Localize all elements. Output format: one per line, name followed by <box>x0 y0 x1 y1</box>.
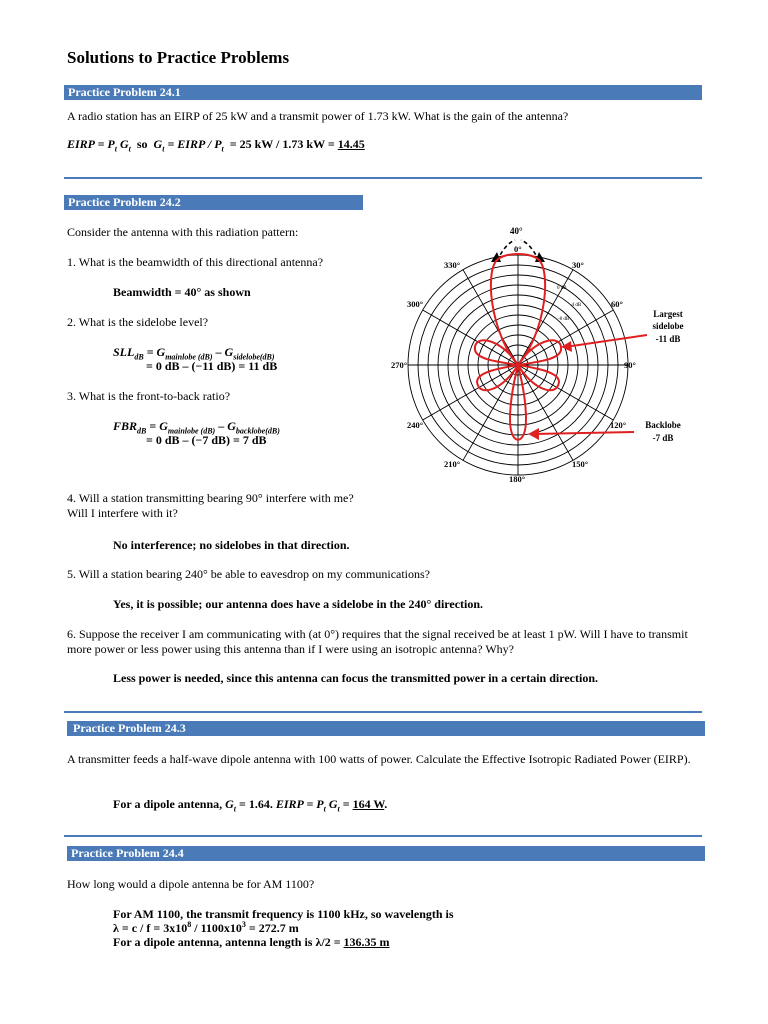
angle-label-300: 300° <box>407 299 424 309</box>
angle-label-330: 330° <box>444 260 461 270</box>
problem-24-1-answer: EIRP = $P_t$ $G_t$ so $G_t$ = EIRP / $P_t = 25$ kW / 1.73 kW = 14.45 <box>67 137 365 154</box>
problem-24-4-answer-prefix: For a dipole antenna, antenna length is λ/2 = <box>113 935 344 949</box>
problem-24-3-header: Practice Problem 24.3 <box>67 721 705 736</box>
problem-24-2-q3: 3. What is the front-to-back ratio? <box>67 389 231 403</box>
backlobe-label-line1: Backlobe <box>645 420 681 430</box>
problem-24-3-answer: For a dipole antenna, $G_t = 1.64$. EIRP = $P_t$ $G_t = 164$ W. <box>113 797 388 814</box>
problem-24-2-q5: 5. Will a station bearing 240° be able to eavesdrop on my communications? <box>67 567 431 581</box>
problem-24-3-result: 164 W <box>352 797 385 811</box>
section-divider <box>64 177 702 179</box>
ring-label-0db: 0 dB <box>557 286 567 291</box>
problem-24-2-a4: No interference; no sidelobes in that direction. <box>113 538 350 552</box>
problem-24-4-answer-line1: For AM 1100, the transmit frequency is 1100 kHz, so wavelength is <box>113 907 454 921</box>
problem-24-2-a2-line2: = 0 dB – (−11 dB) = 11 dB <box>146 359 278 373</box>
problem-24-2-q2: 2. What is the sidelobe level? <box>67 315 209 329</box>
problem-24-2-a2-line1: $SLL_{dB} = G_{mainlobe (dB)} - G_{sidelobe(dB)}$ <box>113 345 275 362</box>
problem-24-2-a3-line2: = 0 dB – (−7 dB) = 7 dB <box>146 433 267 447</box>
sidelobe-label-line1: Largest <box>653 309 683 319</box>
section-divider <box>64 711 702 713</box>
beamwidth-label: 40° <box>510 226 523 236</box>
problem-24-2-q4-line1: 4. Will a station transmitting bearing 90° interfere with me? <box>67 491 354 505</box>
angle-label-210: 210° <box>444 459 461 469</box>
radiation-pattern-diagram <box>385 222 705 490</box>
angle-label-240: 240° <box>407 420 424 430</box>
callout-labels <box>645 309 683 443</box>
backlobe-label-line2: -7 dB <box>652 433 674 443</box>
angle-label-120: 120° <box>610 420 627 430</box>
problem-24-4-header: Practice Problem 24.4 <box>67 846 705 861</box>
problem-24-1-header: Practice Problem 24.1 <box>64 85 702 100</box>
section-divider <box>64 835 702 837</box>
sidelobe-label-line3: -11 dB <box>655 334 681 344</box>
problem-24-2-a3-line1: $FBR_{dB} = G_{mainlobe (dB)} - G_{backlobe(dB)}$ <box>113 419 280 436</box>
angle-label-270: 270° <box>391 360 408 370</box>
problem-24-1-question: A radio station has an EIRP of 25 kW and a transmit power of 1.73 kW. What is the gain of the antenna? <box>67 109 569 123</box>
problem-24-2-intro: Consider the antenna with this radiation pattern: <box>67 225 299 239</box>
problem-24-3-question: A transmitter feeds a half-wave dipole antenna with 100 watts of power. Calculate the Effective Isotropic Radiated Power (EIRP). <box>67 752 691 766</box>
problem-24-2-a6: Less power is needed, since this antenna can focus the transmitted power in a certain direction. <box>113 671 598 685</box>
sidelobe-label-line2: sidelobe <box>652 321 684 331</box>
problem-24-3-answer-prefix: For a dipole antenna, <box>113 797 226 811</box>
problem-24-4-answer-line2: $\lambda = c / f = 3x10^8 / 1100x10^3 = 272.7$ m <box>113 920 299 935</box>
problem-24-2-a5: Yes, it is possible; our antenna does have a sidelobe in the 240° direction. <box>113 597 484 611</box>
problem-24-2-a1: Beamwidth = 40° as shown <box>113 285 251 299</box>
problem-24-2-q1: 1. What is the beamwidth of this directional antenna? <box>67 255 324 269</box>
problem-24-2-header: Practice Problem 24.2 <box>64 195 363 210</box>
problem-24-2-q6: 6. Suppose the receiver I am communicating with (at 0°) requires that the signal received be at least 1 pW. Will I have to transmit more power or less power using this antenna than if I were using an isotropic antenna? Why? <box>67 627 688 656</box>
problem-24-1-result: 14.45 <box>337 137 365 151</box>
page-title: Solutions to Practice Problems <box>67 48 290 67</box>
backlobe-arrow <box>533 432 634 434</box>
problem-24-4-result: 136.35 m <box>343 935 390 949</box>
angle-label-180: 180° <box>509 474 526 484</box>
angle-label-90: 90° <box>624 360 636 370</box>
angle-label-30: 30° <box>572 260 584 270</box>
problem-24-2-q4-line2: Will I interfere with it? <box>67 506 178 520</box>
ring-label-8db: -8 dB <box>558 317 570 322</box>
problem-24-4-answer-line3 <box>113 935 390 950</box>
problem-24-4-question: How long would a dipole antenna be for AM 1100? <box>67 877 315 891</box>
angle-label-60: 60° <box>611 299 623 309</box>
angle-label-150: 150° <box>572 459 589 469</box>
problem-24-3-answer-gain: = 1.64. <box>236 797 276 811</box>
backlobe-arrowhead <box>528 428 539 440</box>
ring-label-4db: -4 dB <box>570 303 582 308</box>
angle-label-0: 0° <box>514 244 522 254</box>
